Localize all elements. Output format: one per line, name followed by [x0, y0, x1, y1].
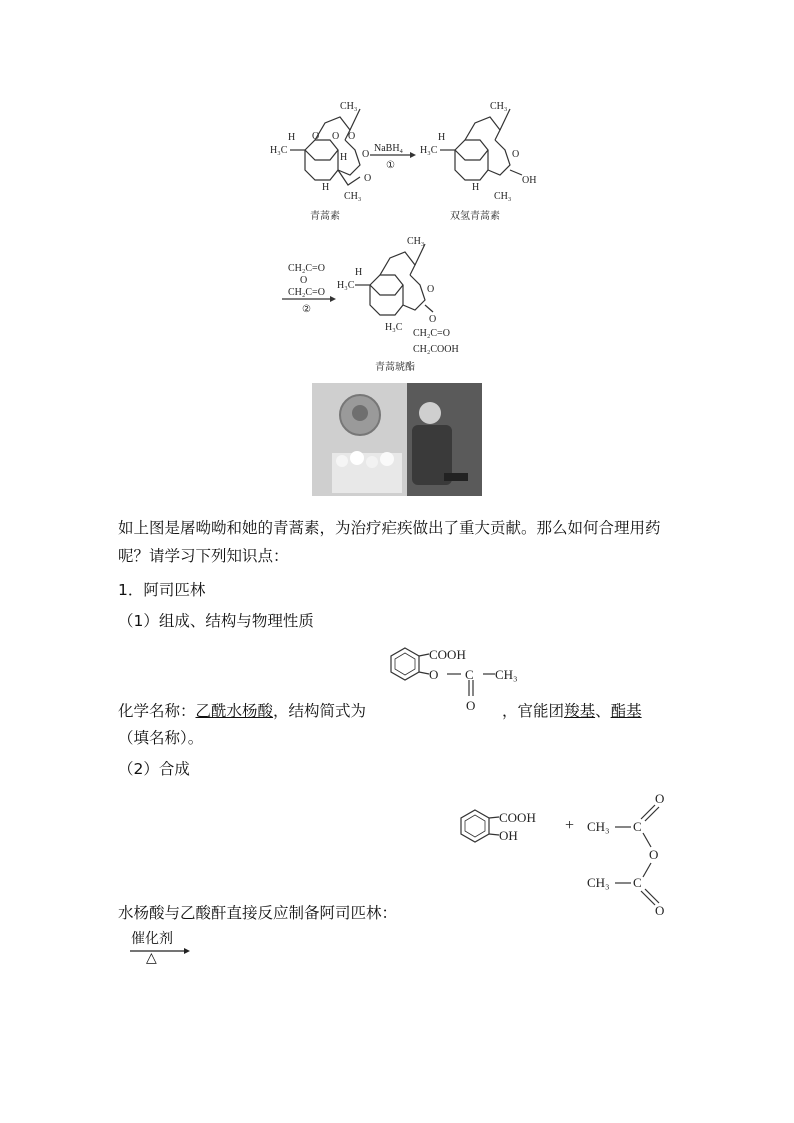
anhydride-c-1: C [633, 819, 642, 834]
ch3-label: CH₃ [494, 191, 512, 202]
ch3-label: CH₃ [407, 236, 425, 247]
anhydride-o-top: O [655, 791, 665, 806]
fg-sep: 、 [595, 702, 611, 720]
o-label: O [429, 314, 437, 325]
h3c-label: H₃C [385, 322, 403, 333]
label-qinghaosu: 青蒿素 [310, 211, 340, 222]
name-prefix: 化学名称： [118, 702, 196, 720]
artesunate-structure [337, 236, 459, 373]
o-label: O [512, 149, 520, 160]
step-2-label: ② [302, 304, 311, 315]
ch3-label: CH₃ [340, 101, 358, 112]
h3c-label: H₃C [420, 145, 438, 156]
plus-sign: + [565, 817, 575, 834]
h-label: H [438, 132, 446, 143]
reagent-bot: CH₂C=O [288, 287, 325, 298]
synthesis-text: 水杨酸与乙酸酐直接反应制备阿司匹林： [118, 904, 398, 922]
h-label: H [322, 182, 330, 193]
aspirin-name-line [118, 697, 688, 725]
intro-text: 如上图是屠呦呦和她的青蒿素，为治疗疟疾做出了重大贡献。那么如何合理用药呢？请学习下列知识点： [118, 519, 661, 565]
catalyst-label: 催化剂 [131, 931, 173, 947]
o-label: O [348, 131, 356, 142]
anhydride-ch3-2: CH₃ [587, 875, 610, 890]
dihydro-structure [420, 101, 536, 222]
section-heading-aspirin [118, 576, 205, 604]
subheading-synthesis [118, 755, 190, 783]
reaction-scheme [260, 95, 550, 373]
ester-label: CH₂C=O [413, 328, 450, 339]
label-artesunate: 青蒿琥酯 [375, 362, 415, 373]
photo-tu-youyou [312, 383, 482, 496]
ch3-label: CH₃ [344, 191, 362, 202]
fg-answer-2: 酯基 [610, 702, 642, 720]
o-label: O [312, 131, 320, 142]
carbonyl-o: O [466, 698, 476, 713]
o-label: O [427, 284, 435, 295]
reagent-mid: O [300, 275, 308, 286]
reagent-nabh4: NaBH₄ [374, 143, 404, 154]
name-answer: 乙酰水杨酸 [195, 702, 274, 720]
fill-note: （填名称）。 [118, 729, 204, 747]
h-label: H [472, 182, 480, 193]
heat-symbol: △ [146, 950, 157, 966]
o-label: O [364, 173, 372, 184]
ether-o: O [429, 667, 439, 682]
arrow-step-1 [370, 143, 416, 171]
arrow-step-2 [282, 263, 336, 315]
o-label: O [362, 149, 370, 160]
sal-cooh: COOH [499, 810, 536, 825]
subheading-composition [118, 607, 314, 635]
fg-answer-1: 羧基 [564, 702, 596, 720]
h3c-label: H₃C [337, 280, 355, 291]
anhydride-o-bridge: O [649, 847, 659, 862]
subheading-text: （2）合成 [118, 760, 190, 778]
cooh-label: CH₂COOH [413, 344, 459, 355]
subheading-text: （1）组成、结构与物理性质 [118, 612, 314, 630]
label-dihydro: 双氢青蒿素 [450, 211, 500, 222]
name-mid: ，结构简式为 [273, 702, 367, 720]
cooh-group: COOH [429, 647, 466, 662]
fg-prefix: ，官能团 [502, 702, 565, 720]
step-1-label: ① [386, 160, 395, 171]
synthesis-line [118, 899, 397, 927]
carbonyl-c: C [465, 667, 474, 682]
reagent-top: CH₂C=O [288, 263, 325, 274]
o-label: O [332, 131, 340, 142]
anhydride-ch3-1: CH₃ [587, 819, 610, 834]
intro-paragraph [118, 514, 688, 570]
h3c-label: H₃C [270, 145, 288, 156]
oh-label: OH [522, 175, 537, 186]
synthesis-structures [455, 785, 685, 920]
methyl-group: CH₃ [495, 667, 518, 682]
h-label: H [340, 152, 348, 163]
catalyst-arrow [128, 928, 198, 968]
qinghaosu-structure [270, 101, 371, 222]
h-label: H [288, 132, 296, 143]
anhydride-c-2: C [633, 875, 642, 890]
sal-oh: OH [499, 828, 518, 843]
fill-note-line [118, 724, 203, 752]
anhydride-o-bottom: O [655, 903, 665, 918]
section-title: 1．阿司匹林 [118, 581, 206, 599]
ch3-label: CH₃ [490, 101, 508, 112]
h-label: H [355, 267, 363, 278]
